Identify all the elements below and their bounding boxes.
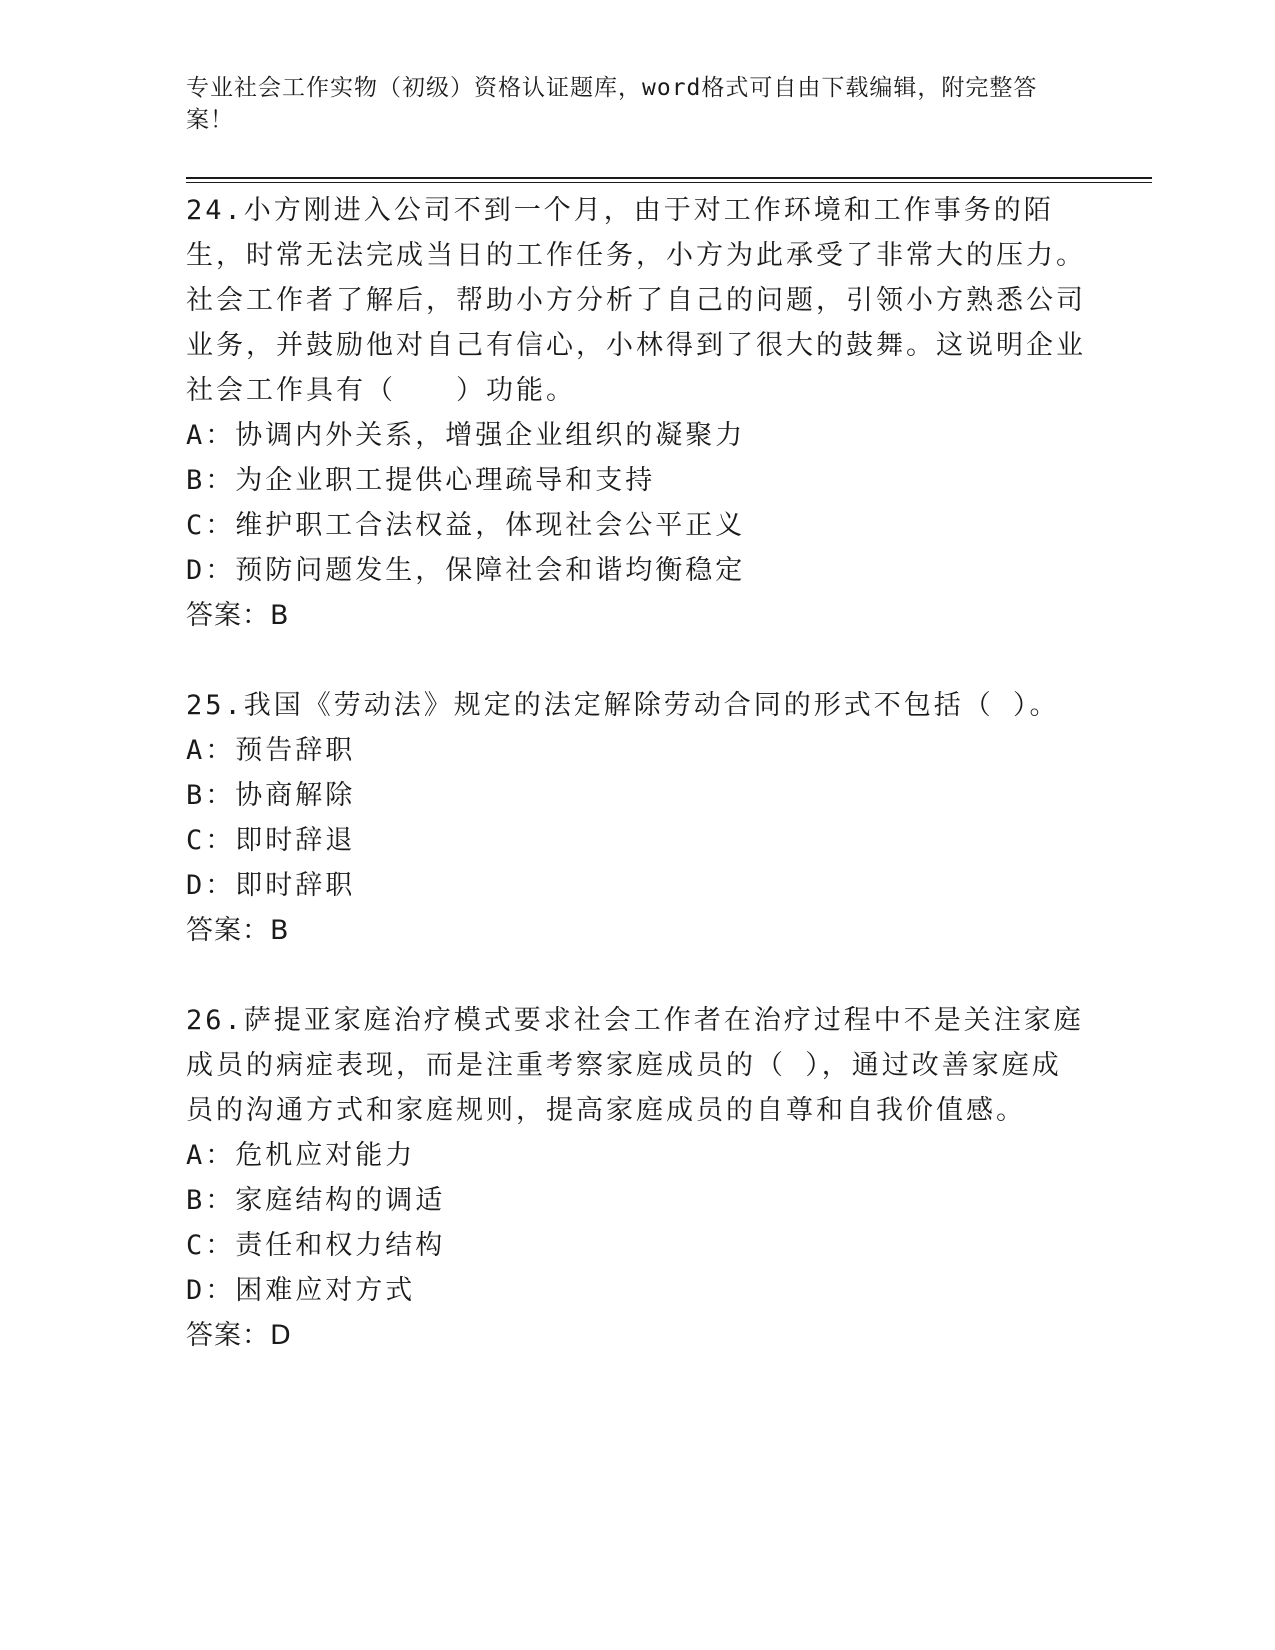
- option-a: A：预告辞职: [186, 735, 356, 766]
- option-d: D：预防问题发生，保障社会和谐均衡稳定: [186, 555, 746, 586]
- page-header: 专业社会工作实物（初级）资格认证题库，word格式可自由下载编辑，附完整答案！: [186, 75, 1038, 133]
- option-a: A：危机应对能力: [186, 1140, 416, 1171]
- question-stem: 25.我国《劳动法》规定的法定解除劳动合同的形式不包括（ ）。: [186, 690, 1060, 721]
- question-list: [186, 188, 1086, 1358]
- option-b: B：协商解除: [186, 780, 356, 811]
- header-divider-thick: [186, 177, 1152, 179]
- question-stem: 26.萨提亚家庭治疗模式要求社会工作者在治疗过程中不是关注家庭成员的病症表现，而是注重考察家庭成员的（ ），通过改善家庭成员的沟通方式和家庭规则，提高家庭成员的自尊和自我价值感。: [186, 1005, 1084, 1126]
- option-b: B：为企业职工提供心理疏导和支持: [186, 465, 656, 496]
- option-c: C：责任和权力结构: [186, 1230, 446, 1261]
- answer-line: 答案：B: [186, 600, 290, 631]
- answer-line: 答案：D: [186, 1320, 292, 1351]
- question-stem: 24.小方刚进入公司不到一个月，由于对工作环境和工作事务的陌生，时常无法完成当日的工作任务，小方为此承受了非常大的压力。社会工作者了解后，帮助小方分析了自己的问题，引领小方熟悉公司业务，并鼓励他对自己有信心，小林得到了很大的鼓舞。这说明企业社会工作具有（ ）功能。: [186, 195, 1086, 406]
- question-spacer: [186, 953, 1086, 998]
- option-b: B：家庭结构的调适: [186, 1185, 446, 1216]
- question-spacer: [186, 638, 1086, 683]
- option-d: D：即时辞职: [186, 870, 356, 901]
- answer-line: 答案：B: [186, 915, 290, 946]
- option-c: C：维护职工合法权益，体现社会公平正义: [186, 510, 746, 541]
- header-divider-thin: [186, 182, 1152, 183]
- option-c: C：即时辞退: [186, 825, 356, 856]
- option-d: D：困难应对方式: [186, 1275, 416, 1306]
- question-25: [186, 683, 1086, 953]
- question-26: [186, 998, 1086, 1358]
- question-24: [186, 188, 1086, 638]
- option-a: A：协调内外关系，增强企业组织的凝聚力: [186, 420, 746, 451]
